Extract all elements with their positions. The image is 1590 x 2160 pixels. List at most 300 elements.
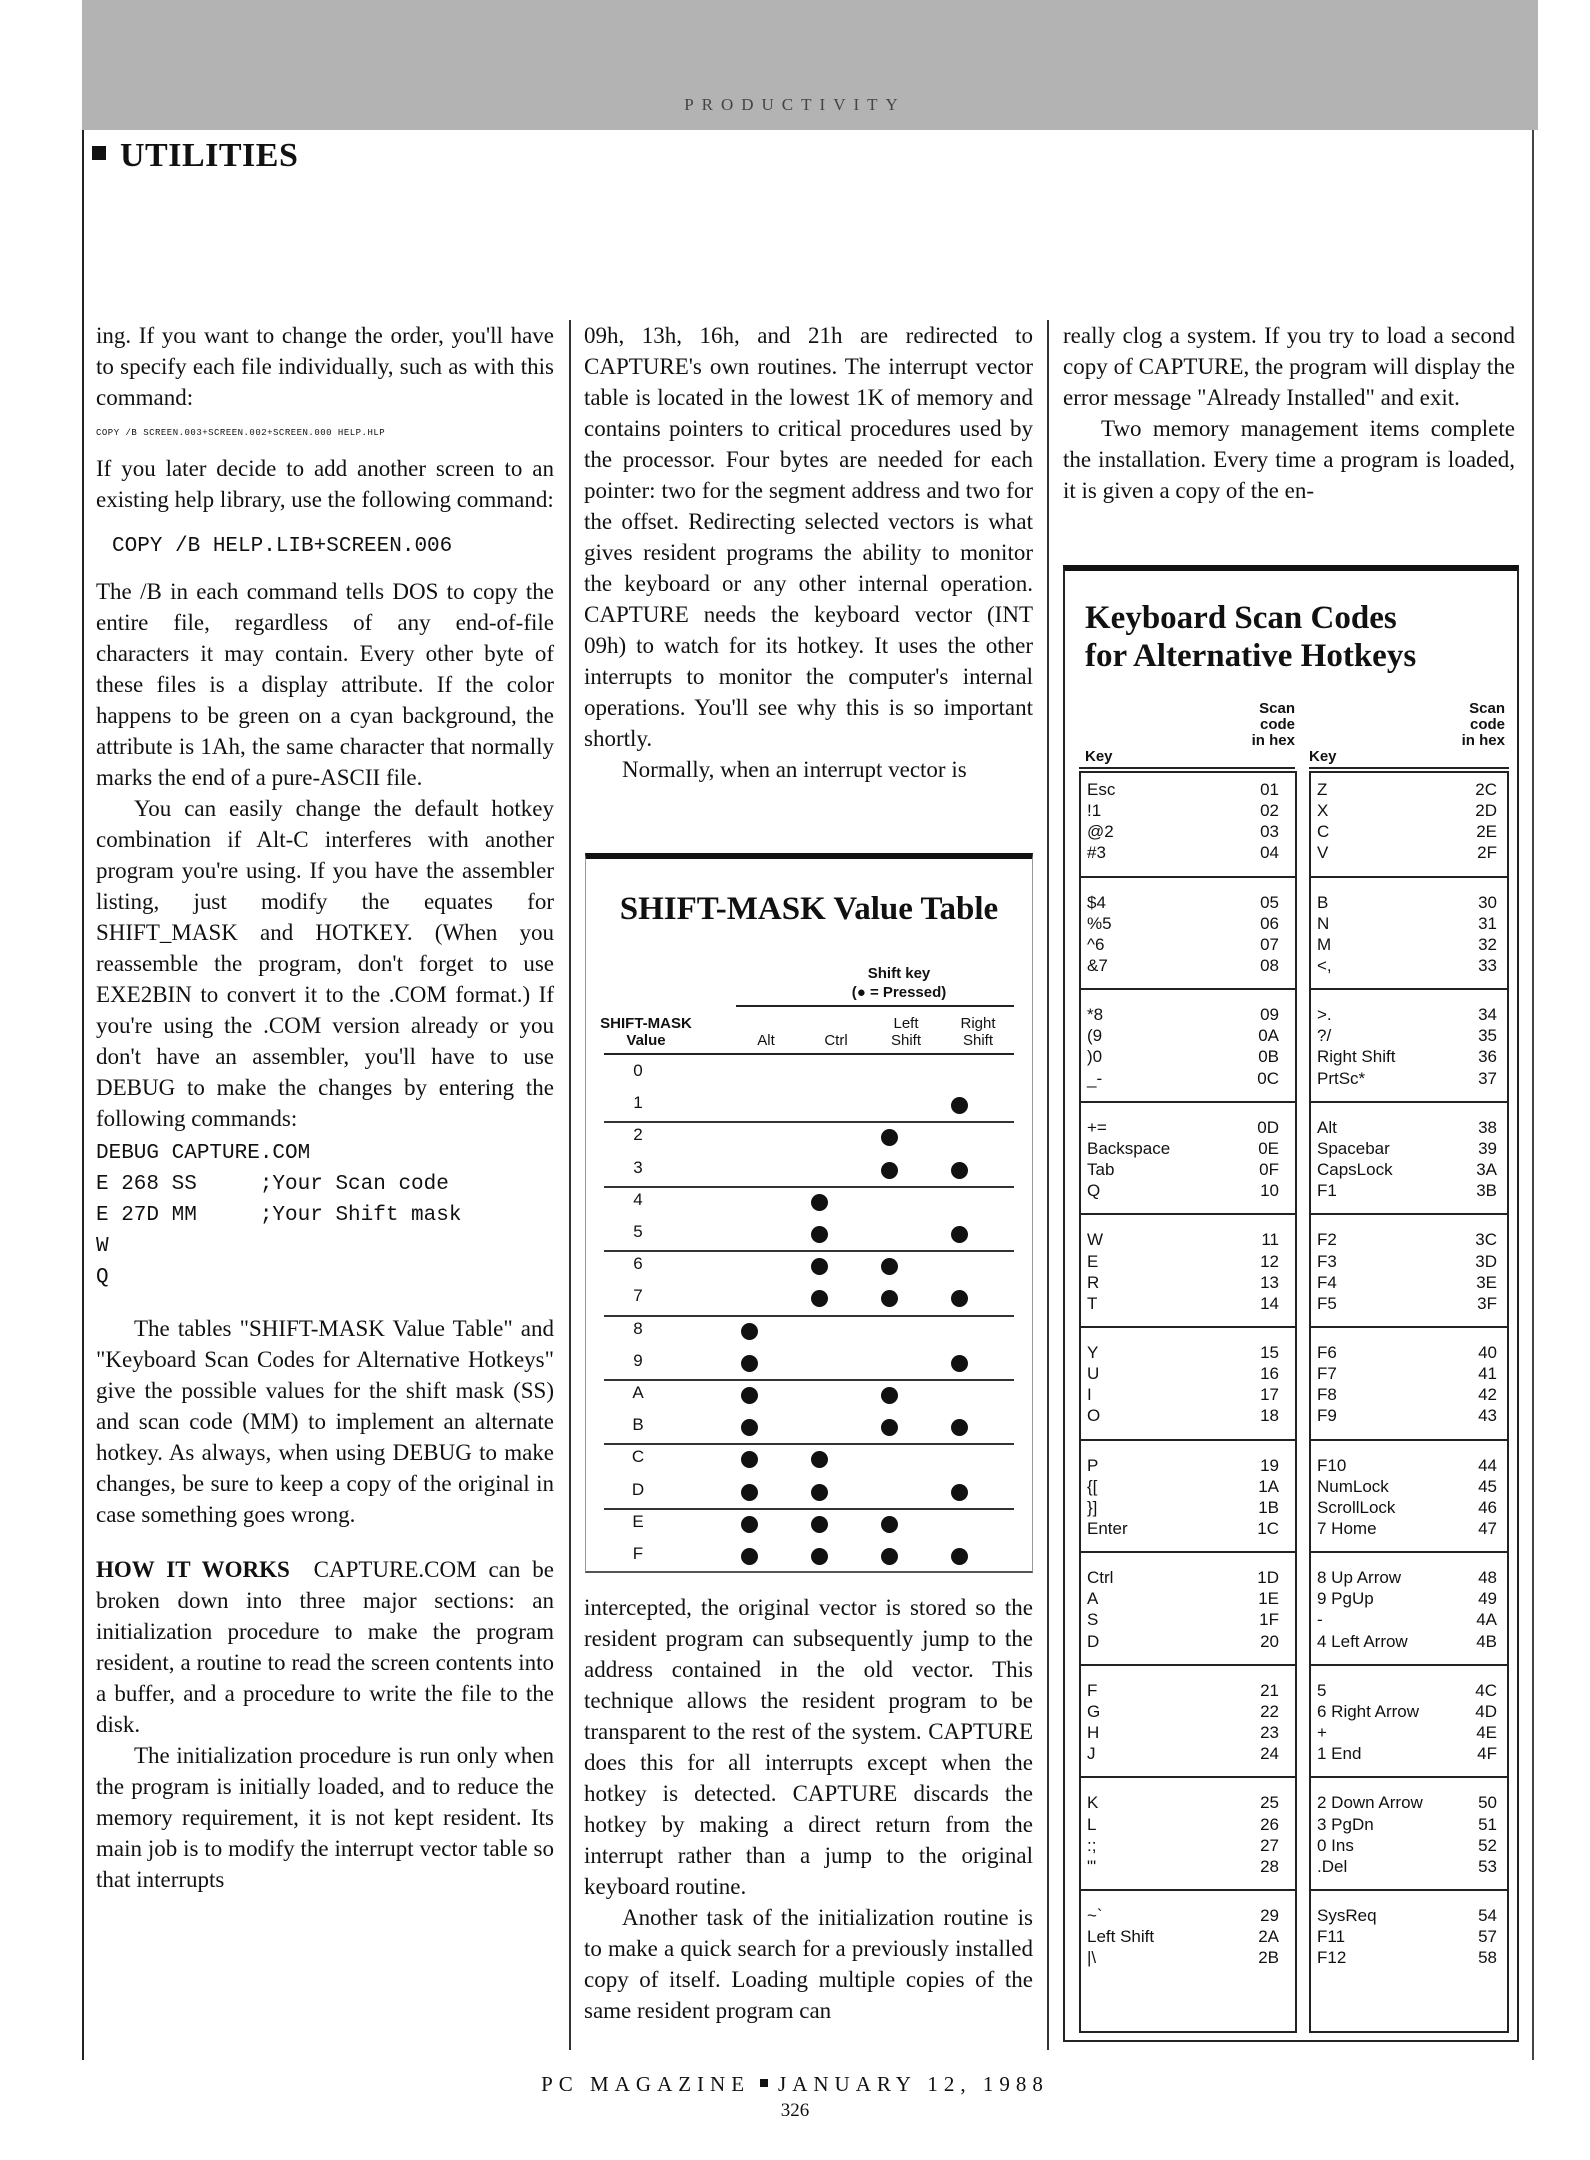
- group-separator: [1079, 988, 1297, 990]
- key-name: Q: [1087, 1181, 1101, 1201]
- key-name: F10: [1317, 1455, 1347, 1475]
- group-separator: [1309, 1551, 1509, 1553]
- key-name: W: [1087, 1230, 1104, 1250]
- pressed-dot-icon: [951, 1484, 968, 1501]
- key-name: X: [1317, 801, 1329, 821]
- shift-mask-table: [585, 853, 1033, 1573]
- shift-mask-value: C: [631, 1447, 645, 1467]
- key-name: PrtSc*: [1317, 1068, 1366, 1088]
- column-rule: [569, 320, 571, 2050]
- col-header-line: Shift: [962, 1032, 993, 1049]
- scan-code: 34: [1478, 1005, 1497, 1025]
- scan-code: 17: [1260, 1385, 1279, 1405]
- key-name: 3 PgDn: [1317, 1814, 1374, 1834]
- scan-code: 20: [1260, 1631, 1279, 1651]
- table-row: [604, 1154, 1014, 1186]
- key-name: Esc: [1087, 780, 1116, 799]
- key-name: U: [1087, 1364, 1100, 1384]
- col-header-scan-code: [1425, 701, 1505, 749]
- scan-code: 3F: [1477, 1293, 1497, 1313]
- scan-code: 10: [1260, 1181, 1279, 1201]
- key-name: _-: [1087, 1068, 1103, 1088]
- col-header-line: Scan: [1259, 700, 1295, 717]
- scan-code: 2E: [1476, 822, 1497, 842]
- group-separator: [1079, 1326, 1297, 1328]
- shift-mask-value: B: [632, 1415, 644, 1435]
- key-name: Alt: [1317, 1117, 1337, 1137]
- key-name: Ctrl: [1087, 1568, 1114, 1588]
- pressed-dot-icon: [811, 1258, 828, 1275]
- scan-code: 3D: [1475, 1251, 1497, 1271]
- pressed-dot-icon: [741, 1419, 758, 1436]
- paragraph: 09h, 13h, 16h, and 21h are redirected to CAPTURE's own routines. The interrupt vector table is located in the lowest 1K of memory and contains pointers to critical procedures used by the processor. Four bytes are needed for each pointer: two for the segment address and two for the offset. Redirecting selected vectors is what gives resident programs the ability to monitor the keyboard or any other internal operation. CAPTURE needs the keyboard vector (INT 09h) to watch for its hotkey. It uses the other interrupts to monitor the computer's internal operations. You'll see why this is so important shortly.: [584, 323, 1033, 751]
- scan-code: 36: [1478, 1047, 1497, 1067]
- code-line: COPY /B SCREEN.003+SCREEN.002+SCREEN.000 HELP.HLP: [96, 428, 386, 438]
- pressed-dot-icon: [951, 1162, 968, 1179]
- scan-code: 30: [1478, 892, 1497, 912]
- shift-mask-value: 1: [633, 1093, 643, 1113]
- scan-code: 25: [1260, 1793, 1279, 1813]
- scan-code: 52: [1478, 1835, 1497, 1855]
- code-block: DEBUG CAPTURE.COM E 268 SS ;Your Scan code E 27D MM ;Your Shift mask W Q: [96, 1142, 462, 1289]
- page-number: 326: [780, 2100, 810, 2121]
- table-title: [1085, 599, 1416, 675]
- scan-code: 22: [1260, 1701, 1279, 1721]
- col-header-line: in hex: [1461, 732, 1505, 749]
- shift-mask-value: A: [632, 1383, 644, 1402]
- key-name: <,: [1317, 955, 1332, 975]
- scan-code: 3A: [1476, 1160, 1497, 1179]
- scan-code: 0F: [1259, 1160, 1279, 1179]
- shift-mask-value: 6: [633, 1254, 643, 1274]
- key-name: E: [1087, 1251, 1099, 1271]
- pressed-dot-icon: [811, 1226, 828, 1243]
- table-title: SHIFT-MASK Value Table: [619, 891, 999, 927]
- group-separator: [1309, 1101, 1509, 1103]
- key-name: F12: [1317, 1948, 1347, 1968]
- scan-code: 08: [1260, 955, 1279, 975]
- bullet-square-icon: [760, 2079, 768, 2087]
- key-name: S: [1087, 1610, 1099, 1630]
- department-heading: [92, 137, 298, 175]
- scan-code: 0E: [1258, 1138, 1279, 1158]
- table-row: [604, 1282, 1014, 1314]
- scan-code: 3B: [1476, 1181, 1497, 1201]
- key-name: 5: [1317, 1680, 1327, 1700]
- scan-code-table: [1063, 565, 1519, 2042]
- key-name: 1 End: [1317, 1744, 1362, 1764]
- table-row: [604, 1476, 1014, 1508]
- issue-date: JANUARY 12, 1988: [778, 2072, 1049, 2096]
- scan-code: 4C: [1475, 1680, 1497, 1700]
- group-separator: [1309, 876, 1509, 878]
- paragraph: Another task of the initialization routine is to make a quick search for a previously installed copy of itself. Loading multiple copies of the same resident program can: [584, 1905, 1033, 2023]
- key-name: Spacebar: [1317, 1138, 1390, 1158]
- paragraph: Normally, when an interrupt vector is: [622, 757, 967, 782]
- pressed-dot-icon: [881, 1162, 898, 1179]
- scan-code: 38: [1478, 1117, 1497, 1137]
- paragraph-text: CAPTURE.COM can be broken down into three major sections: an initialization procedure to make the program resident, a routine to read the screen contents into a buffer, and a procedure to write the file to the disk.: [96, 1557, 554, 1737]
- header-rule: [1309, 767, 1509, 769]
- shift-mask-value: F: [632, 1544, 644, 1563]
- table-row: [604, 1508, 1014, 1540]
- scan-code: 06: [1260, 913, 1279, 933]
- scan-code: 57: [1478, 1927, 1497, 1947]
- key-name: +: [1317, 1723, 1327, 1742]
- shift-mask-value: 5: [633, 1222, 643, 1241]
- table-row: [604, 1218, 1014, 1250]
- key-name: )0: [1087, 1047, 1103, 1067]
- key-name: R: [1087, 1272, 1100, 1292]
- article-column-2: [584, 320, 1033, 785]
- shift-mask-value: 3: [633, 1157, 643, 1177]
- group-separator: [1309, 1664, 1509, 1666]
- key-name: D: [1087, 1631, 1100, 1651]
- key-name: Right Shift: [1317, 1047, 1396, 1067]
- section-label: PRODUCTIVITY: [684, 95, 906, 114]
- key-name: O: [1087, 1406, 1101, 1426]
- key-name: ~`: [1087, 1906, 1103, 1925]
- pressed-dot-icon: [951, 1097, 968, 1114]
- scan-code: 50: [1478, 1793, 1497, 1813]
- col-header-scan-code: [1215, 701, 1295, 749]
- scan-code: 1C: [1257, 1518, 1279, 1538]
- group-separator: [1079, 1664, 1297, 1666]
- col-header-ctrl: Ctrl: [824, 1032, 848, 1049]
- pressed-dot-icon: [741, 1516, 758, 1533]
- key-name: P: [1087, 1455, 1099, 1475]
- key-name: 9 PgUp: [1317, 1589, 1374, 1609]
- scan-code: 4E: [1476, 1723, 1497, 1742]
- scan-code: 02: [1260, 801, 1279, 821]
- scan-code: 26: [1260, 1814, 1279, 1834]
- scan-code: 0B: [1258, 1047, 1279, 1067]
- col-header-line: Scan: [1469, 700, 1505, 717]
- table-row: [604, 1057, 1014, 1089]
- key-name: 8 Up Arrow: [1317, 1568, 1402, 1588]
- key-name: Backspace: [1087, 1138, 1171, 1158]
- scan-code: 31: [1478, 913, 1497, 933]
- group-separator: [1079, 1889, 1297, 1891]
- table-row: [604, 1121, 1014, 1153]
- table-row: [604, 1379, 1014, 1411]
- scan-code: 21: [1260, 1680, 1279, 1700]
- pressed-dot-icon: [951, 1548, 968, 1565]
- group-separator: [1309, 1326, 1509, 1328]
- col-header-line: Left: [893, 1015, 919, 1032]
- scan-code: 2A: [1258, 1927, 1279, 1947]
- col-header-key: Key: [1085, 748, 1113, 765]
- key-name: B: [1317, 892, 1329, 912]
- header-rule: [1079, 767, 1295, 769]
- scan-code: 27: [1260, 1835, 1279, 1855]
- key-name: :;: [1087, 1835, 1097, 1855]
- pressed-dot-icon: [811, 1484, 828, 1501]
- group-separator: [1309, 1776, 1509, 1778]
- key-name: +=: [1087, 1117, 1107, 1137]
- shift-key-label: Shift key: [867, 965, 931, 982]
- key-name: C: [1317, 822, 1330, 842]
- group-separator: [1309, 1213, 1509, 1215]
- group-separator: [1309, 988, 1509, 990]
- shift-mask-value: 9: [633, 1350, 643, 1370]
- key-name: N: [1317, 913, 1330, 933]
- scan-code: 51: [1478, 1814, 1497, 1834]
- scan-code: 0D: [1257, 1117, 1279, 1137]
- scan-code: 42: [1478, 1385, 1497, 1405]
- key-name: >.: [1317, 1005, 1332, 1025]
- key-name: 7 Home: [1317, 1518, 1377, 1538]
- group-separator: [1309, 1439, 1509, 1441]
- key-name: F3: [1317, 1251, 1337, 1271]
- scan-code: 01: [1260, 780, 1279, 799]
- col-header-left-shift: [876, 1015, 936, 1049]
- pressed-dot-icon: [811, 1451, 828, 1468]
- key-name: H: [1087, 1723, 1100, 1742]
- scan-code: 1F: [1259, 1610, 1279, 1630]
- col-header-line: code: [1469, 716, 1505, 733]
- scan-code: 46: [1478, 1497, 1497, 1517]
- key-name: T: [1087, 1293, 1098, 1313]
- column-rule: [1047, 320, 1049, 2050]
- scan-code: 04: [1260, 843, 1279, 863]
- legend: (● = Pressed): [851, 984, 947, 1001]
- scan-code: 12: [1260, 1251, 1279, 1271]
- paragraph: You can easily change the default hotkey combination if Alt-C interferes with another program you're using. If you have the assembler listing, just modify the equates for SHIFT_MASK and HOTKEY. (When you reassemble the program, don't forget to use EXE2BIN to convert it to the .COM format.) If you're using the .COM version already or you don't have an assembler, you'll have to use DEBUG to make the changes by entering the following commands:: [96, 796, 554, 1131]
- pressed-dot-icon: [811, 1548, 828, 1565]
- group-separator: [1079, 1213, 1297, 1215]
- pressed-dot-icon: [881, 1419, 898, 1436]
- magazine-name: PC MAGAZINE: [541, 2072, 751, 2096]
- col-header-line: in hex: [1251, 732, 1295, 749]
- key-name: 6 Right Arrow: [1317, 1701, 1420, 1721]
- scan-code: 1D: [1257, 1568, 1279, 1588]
- scan-code: 1A: [1258, 1476, 1279, 1496]
- pressed-dot-icon: [951, 1290, 968, 1307]
- bullet-square-icon: [92, 146, 106, 160]
- key-name: F1: [1317, 1181, 1337, 1201]
- shift-mask-value: 7: [633, 1286, 643, 1306]
- key-name: F7: [1317, 1364, 1337, 1384]
- key-name: K: [1087, 1793, 1099, 1813]
- shift-key-header: [766, 964, 1032, 1002]
- table-title-line: Keyboard Scan Codes: [1085, 600, 1397, 636]
- code-line: COPY /B HELP.LIB+SCREEN.006: [112, 535, 453, 558]
- paragraph: [96, 1554, 554, 1740]
- key-name: 4 Left Arrow: [1317, 1631, 1408, 1651]
- key-name: I: [1087, 1385, 1092, 1405]
- article-column-2-continued: [584, 1592, 1033, 2026]
- pressed-dot-icon: [881, 1129, 898, 1146]
- key-name: -: [1317, 1610, 1323, 1630]
- header-rule: [604, 1053, 1014, 1055]
- paragraph: Two memory management items complete the installation. Every time a program is loaded, it is given a copy of the en-: [1063, 416, 1515, 503]
- scan-code: 47: [1478, 1518, 1497, 1538]
- pressed-dot-icon: [741, 1355, 758, 1372]
- key-name: V: [1317, 843, 1329, 863]
- group-separator: [1079, 1439, 1297, 1441]
- department-label: UTILITIES: [120, 137, 299, 174]
- table-row: [604, 1443, 1014, 1475]
- pressed-dot-icon: [741, 1548, 758, 1565]
- shift-mask-value: D: [631, 1479, 645, 1499]
- scan-code: 58: [1478, 1948, 1497, 1968]
- subhead: HOW IT WORKS: [96, 1557, 290, 1582]
- table-row: [604, 1186, 1014, 1218]
- key-name: ?/: [1317, 1026, 1332, 1046]
- key-name: .Del: [1317, 1856, 1348, 1876]
- scan-code: 03: [1260, 822, 1279, 842]
- page-frame-left: [82, 130, 84, 2060]
- scan-code: 1E: [1258, 1589, 1279, 1609]
- key-name: Tab: [1087, 1160, 1115, 1179]
- group-separator: [1079, 1101, 1297, 1103]
- article-column-1: [96, 320, 554, 1895]
- scan-code: 14: [1260, 1293, 1279, 1313]
- scan-code: 54: [1478, 1906, 1497, 1925]
- key-name: $4: [1087, 892, 1106, 912]
- scan-code: 2C: [1475, 780, 1497, 799]
- scan-code: 23: [1260, 1723, 1279, 1742]
- pressed-dot-icon: [951, 1226, 968, 1243]
- key-name: SysReq: [1317, 1906, 1377, 1925]
- footer: [0, 2072, 1590, 2097]
- col-header-line: SHIFT-MASK: [600, 1015, 692, 1032]
- scan-code: 05: [1260, 892, 1279, 912]
- paragraph: intercepted, the original vector is stored so the resident program can subsequently jump to the address contained in the old vector. This technique allows the resident program to be transparent to the rest of the system. CAPTURE does this for all interrupts except when the hotkey is detected. CAPTURE discards the hotkey by making a direct return from the interrupt rather than a jump to the original keyboard routine.: [584, 1595, 1033, 1899]
- article-column-3: [1063, 320, 1515, 506]
- key-name: F: [1087, 1680, 1098, 1700]
- table-row: [604, 1250, 1014, 1282]
- group-separator: [1079, 876, 1297, 878]
- shift-mask-value: E: [632, 1511, 644, 1531]
- key-name: F8: [1317, 1385, 1337, 1405]
- col-header-line: Shift: [890, 1032, 921, 1049]
- table-title-line: for Alternative Hotkeys: [1085, 638, 1417, 674]
- key-name: F11: [1317, 1927, 1346, 1947]
- key-name: F9: [1317, 1406, 1337, 1426]
- paragraph: The initialization procedure is run only when the program is initially loaded, and to reduce the memory requirement, it is not kept resident. Its main job is to modify the interrupt vector table so that interrupts: [96, 1743, 554, 1892]
- pressed-dot-icon: [881, 1387, 898, 1404]
- shift-mask-value: 0: [633, 1061, 643, 1080]
- key-name: !1: [1087, 801, 1102, 821]
- col-header-line: Value: [626, 1032, 666, 1049]
- key-name: M: [1317, 934, 1332, 954]
- pressed-dot-icon: [951, 1355, 968, 1372]
- key-name: NumLock: [1317, 1476, 1389, 1496]
- pressed-dot-icon: [741, 1451, 758, 1468]
- key-name: F5: [1317, 1293, 1337, 1313]
- key-name: @2: [1087, 822, 1114, 842]
- key-name: ^6: [1087, 934, 1105, 954]
- table-row: [604, 1540, 1014, 1572]
- scan-code: 29: [1260, 1906, 1279, 1925]
- scan-code: 48: [1478, 1568, 1497, 1588]
- scan-code: 39: [1478, 1138, 1497, 1158]
- key-name: "': [1087, 1856, 1097, 1876]
- key-name: Left Shift: [1087, 1927, 1155, 1947]
- scan-code: 24: [1260, 1744, 1279, 1764]
- shift-mask-value: 8: [633, 1318, 643, 1338]
- key-name: ScrollLock: [1317, 1497, 1396, 1517]
- key-name: L: [1087, 1814, 1097, 1834]
- pressed-dot-icon: [881, 1290, 898, 1307]
- key-name: #3: [1087, 843, 1106, 863]
- paragraph: If you later decide to add another screen to an existing help library, use the following command:: [96, 456, 554, 512]
- scan-code: 37: [1478, 1068, 1497, 1088]
- pressed-dot-icon: [811, 1290, 828, 1307]
- shift-mask-value: 2: [633, 1125, 643, 1145]
- scan-code: 33: [1478, 955, 1497, 975]
- scan-code: 41: [1478, 1364, 1497, 1384]
- scan-code: 19: [1260, 1455, 1279, 1475]
- scan-code: 13: [1260, 1272, 1279, 1292]
- pressed-dot-icon: [951, 1419, 968, 1436]
- pressed-dot-icon: [741, 1387, 758, 1404]
- scan-code: 2B: [1258, 1948, 1279, 1968]
- scan-code: 43: [1478, 1406, 1497, 1426]
- scan-code: 40: [1478, 1343, 1497, 1362]
- key-name: Z: [1317, 780, 1328, 799]
- scan-code: 2D: [1475, 801, 1497, 821]
- scan-code: 35: [1478, 1026, 1497, 1046]
- scan-code: 4A: [1476, 1610, 1497, 1630]
- col-header-right-shift: [946, 1015, 1010, 1049]
- scan-code: 15: [1260, 1343, 1279, 1362]
- shift-mask-value: 4: [633, 1189, 643, 1209]
- group-separator: [1309, 1889, 1509, 1891]
- scan-code: 49: [1478, 1589, 1497, 1609]
- col-header-line: code: [1259, 716, 1295, 733]
- key-name: CapsLock: [1317, 1160, 1393, 1179]
- key-name: F6: [1317, 1343, 1337, 1362]
- page-frame-right: [1532, 130, 1534, 2060]
- scan-code: 0A: [1258, 1026, 1279, 1046]
- key-name: 0 Ins: [1317, 1835, 1354, 1855]
- key-name: F2: [1317, 1230, 1337, 1250]
- key-name: }]: [1087, 1497, 1098, 1517]
- scan-code: 4F: [1477, 1744, 1497, 1764]
- key-name: A: [1087, 1589, 1099, 1609]
- col-header-line: Right: [960, 1015, 996, 1032]
- scan-code: 45: [1478, 1476, 1497, 1496]
- scan-code: 11: [1261, 1230, 1279, 1250]
- scan-code: 07: [1260, 934, 1279, 954]
- paragraph: The /B in each command tells DOS to copy the entire file, regardless of any end-of-file characters it may contain. Every other byte of these files is a display attribute. If the color happens to be green on a cyan background, the attribute is 1Ah, the same character that normally marks the end of a pure-ASCII file.: [96, 579, 554, 790]
- pressed-dot-icon: [881, 1258, 898, 1275]
- key-name: 2 Down Arrow: [1317, 1793, 1423, 1813]
- scan-code: 09: [1260, 1005, 1279, 1025]
- paragraph: The tables "SHIFT-MASK Value Table" and "Keyboard Scan Codes for Alternative Hotkeys" give the possible values for the shift mask (SS) and scan code (MM) to implement an alternate hotkey. As always, when using DEBUG to make changes, be sure to keep a copy of the original in case something goes wrong.: [96, 1316, 554, 1527]
- key-name: Y: [1087, 1343, 1099, 1362]
- key-name: |\: [1087, 1948, 1097, 1968]
- pressed-dot-icon: [811, 1194, 828, 1211]
- paragraph: ing. If you want to change the order, you'll have to specify each file individually, such as with this command:: [96, 323, 554, 410]
- key-name: %5: [1087, 913, 1112, 933]
- header-rule: [736, 1005, 1014, 1007]
- scan-code: 4D: [1475, 1701, 1497, 1721]
- key-name: (9: [1087, 1026, 1103, 1046]
- pressed-dot-icon: [741, 1323, 758, 1340]
- scan-code: 2F: [1477, 843, 1497, 863]
- scan-code: 1B: [1258, 1497, 1279, 1517]
- key-name: *8: [1087, 1005, 1104, 1025]
- key-name: Enter: [1087, 1518, 1128, 1538]
- paragraph: really clog a system. If you try to load a second copy of CAPTURE, the program will display the error message "Already Installed" and exit.: [1063, 323, 1515, 410]
- scan-code: 4B: [1476, 1631, 1497, 1651]
- scan-code: 16: [1260, 1364, 1279, 1384]
- key-name: G: [1087, 1701, 1101, 1721]
